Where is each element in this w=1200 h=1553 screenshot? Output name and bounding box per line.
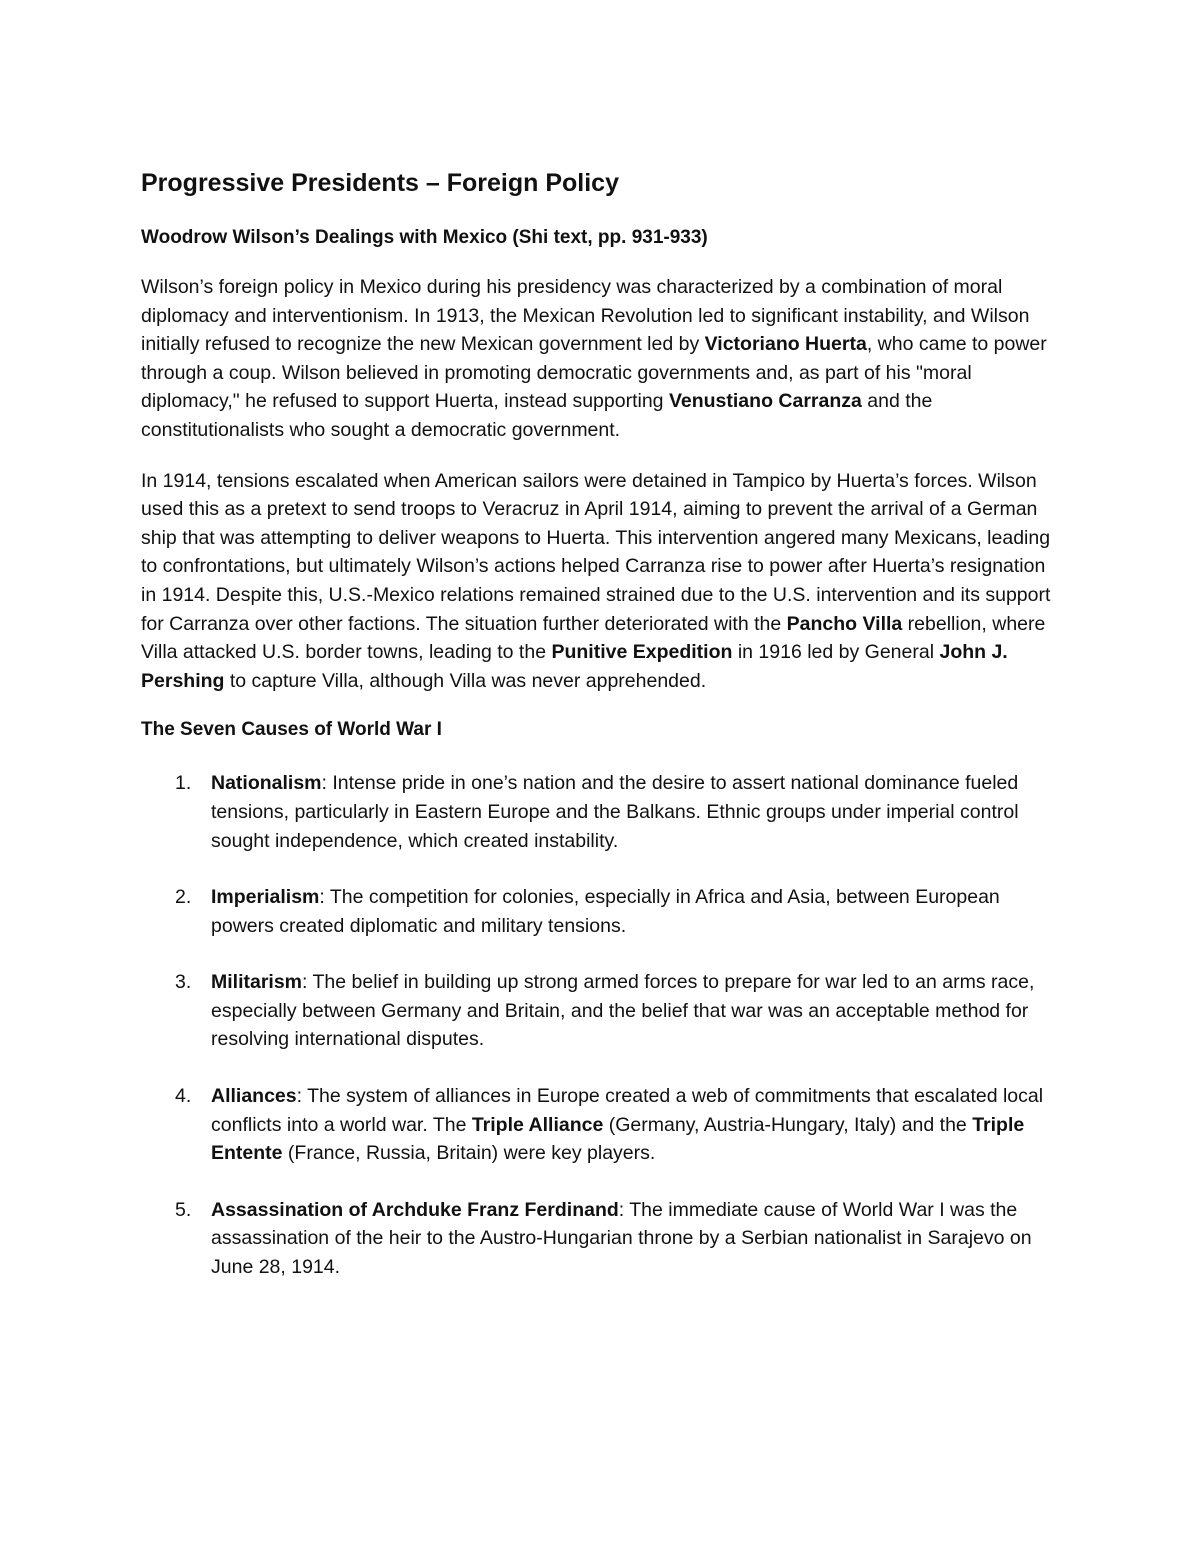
text-run: : Intense pride in one’s nation and the desire to assert national dominance fueled tensions, particularly in Eastern Europe and the Balkans. Ethnic groups under imperial control sought independence, which created instability. xyxy=(211,772,1019,852)
bold-term-militarism: Militarism xyxy=(211,971,303,994)
text-run: in 1916 led by General xyxy=(732,641,940,664)
list-item-body xyxy=(211,971,1034,1050)
list-number: 4. xyxy=(175,1085,192,1108)
text-run: : The competition for colonies, especially in Africa and Asia, between European powers created diplomatic and military tensions. xyxy=(211,886,1000,937)
list-number: 1. xyxy=(175,772,192,795)
section-heading-wilson-mexico: Woodrow Wilson’s Dealings with Mexico (Shi text, pp. 931-933) xyxy=(141,227,708,248)
list-item xyxy=(141,1082,1060,1168)
text-run: rebellion, where Villa attacked U.S. border towns, leading to the xyxy=(141,612,1046,664)
text-run: (Germany, Austria-Hungary, Italy) and the xyxy=(603,1113,973,1136)
bold-term-carranza: Venustiano Carranza xyxy=(668,390,862,413)
text-run: (France, Russia, Britain) were key players. xyxy=(282,1142,656,1165)
list-item xyxy=(141,968,1060,1054)
text-run: Wilson’s foreign policy in Mexico during his presidency was characterized by a combination of moral diplomacy and interventionism. In 1913, the Mexican Revolution led to significant instability, and Wilson initially refused to recognize the new Mexican government led by xyxy=(141,276,1030,356)
list-number: 5. xyxy=(175,1198,192,1221)
bold-term-punitive-expedition: Punitive Expedition xyxy=(551,641,733,664)
list-item xyxy=(141,1196,1060,1282)
list-item-body xyxy=(211,1199,1032,1278)
text-run: : The system of alliances in Europe created a web of commitments that escalated local conflicts into a world war. The xyxy=(211,1085,1044,1136)
document-title: Progressive Presidents – Foreign Policy xyxy=(141,169,619,197)
list-number: 2. xyxy=(175,886,192,909)
bold-term-assassination: Assassination of Archduke Franz Ferdinand xyxy=(211,1198,619,1221)
causes-list xyxy=(141,769,1060,1281)
bold-term-pancho-villa: Pancho Villa xyxy=(786,612,903,635)
paragraph-tampico-veracruz xyxy=(141,467,1060,696)
text-run: : The immediate cause of World War I was the assassination of the heir to the Austro-Hungarian throne by a Serbian nationalist in Sarajevo on June 28, 1914. xyxy=(211,1198,1032,1279)
text-run: to capture Villa, although Villa was never apprehended. xyxy=(224,669,707,692)
text-run: : The belief in building up strong armed forces to prepare for war led to an arms race, especially between Germany and Britain, and the belief that war was an acceptable method for resolving international disputes. xyxy=(211,971,1035,1051)
bold-term-triple-entente: Triple Entente xyxy=(211,1113,1025,1165)
section-heading-causes-ww1: The Seven Causes of World War I xyxy=(141,719,442,741)
list-item xyxy=(141,883,1060,940)
bold-term-nationalism: Nationalism xyxy=(211,772,322,795)
list-item-body xyxy=(211,772,1019,851)
bold-term-pershing: John J. Pershing xyxy=(141,641,1008,692)
bold-term-huerta: Victoriano Huerta xyxy=(704,333,867,356)
text-run: In 1914, tensions escalated when American sailors were detained in Tampico by Huerta’s forces. Wilson used this as a pretext to send troops to Veracruz in April 1914, aiming to prevent the arrival of a German ship that was attempting to deliver weapons to Huerta. This intervention angered many Mexicans, leading to confrontations, but ultimately Wilson’s actions helped Carranza rise to power after Huerta’s resignation in 1914. Despite this, U.S.-Mexico relations remained strained due to the U.S. intervention and its support for Carranza over other factions. The situation further deteriorated with the xyxy=(141,469,1051,635)
list-item-body xyxy=(211,1085,1043,1164)
paragraph-wilson-moral-diplomacy xyxy=(141,273,1060,445)
text-run: and the constitutionalists who sought a democratic government. xyxy=(141,390,933,441)
bold-term-alliances: Alliances xyxy=(211,1085,297,1108)
list-number: 3. xyxy=(175,971,192,994)
bold-term-triple-alliance: Triple Alliance xyxy=(471,1113,604,1136)
text-run: , who came to power through a coup. Wilson believed in promoting democratic governments and, as part of his "moral diplomacy," he refused to support Huerta, instead supporting xyxy=(141,333,1047,413)
list-item xyxy=(141,769,1060,855)
bold-term-imperialism: Imperialism xyxy=(211,886,320,909)
list-item-body xyxy=(211,886,1000,937)
